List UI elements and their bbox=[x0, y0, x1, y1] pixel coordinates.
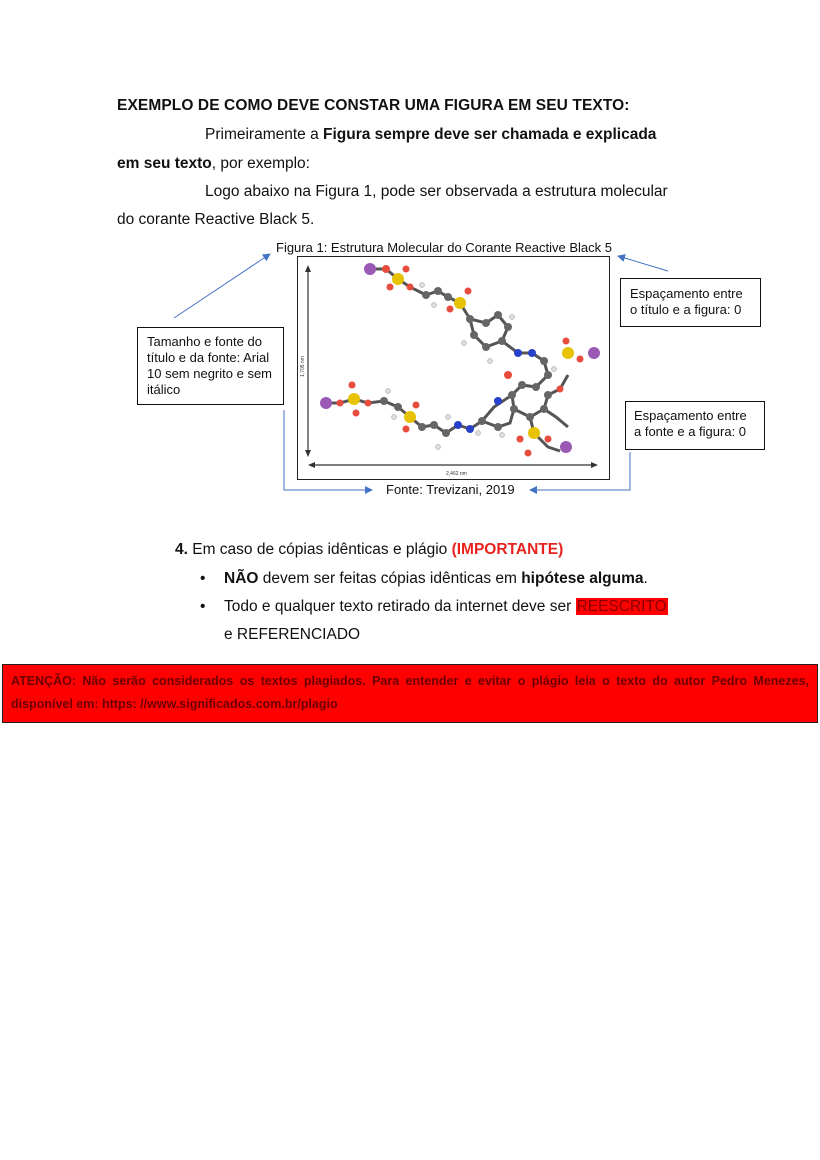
figure-title: Figura 1: Estrutura Molecular do Corante Reactive Black 5 bbox=[276, 240, 612, 255]
bullet-1-bold: NÃO bbox=[224, 570, 259, 587]
bullet-item-1 bbox=[224, 570, 648, 588]
intro-plain-2: , por exemplo: bbox=[211, 155, 310, 172]
dim-vertical-label: 1,705 nm bbox=[300, 356, 306, 377]
example-line-2: do corante Reactive Black 5. bbox=[117, 211, 315, 228]
molecule-image bbox=[298, 257, 609, 479]
arrow-to-title bbox=[174, 254, 270, 318]
intro-bold-2: em seu texto bbox=[117, 155, 212, 172]
note-title-spacing: Espaçamento entre o título e a figura: 0 bbox=[620, 278, 761, 327]
important-label: (IMPORTANTE) bbox=[451, 541, 564, 558]
bullet-item-2 bbox=[224, 598, 668, 616]
note-font-size: Tamanho e fonte do título e da fonte: Arial 10 sem negrito e sem itálico bbox=[137, 327, 284, 405]
bullet-item-2-line-2: e REFERENCIADO bbox=[224, 626, 361, 643]
intro-line-1 bbox=[205, 126, 656, 144]
arrow-from-spacing bbox=[618, 256, 668, 271]
bullet-dot-2: • bbox=[200, 598, 206, 615]
bullet-2-text: Todo e qualquer texto retirado da internet deve ser bbox=[224, 598, 576, 615]
bullet-1-end: . bbox=[643, 570, 648, 587]
figure-source: Fonte: Trevizani, 2019 bbox=[386, 482, 515, 497]
intro-bold: Figura sempre deve ser chamada e explicada bbox=[323, 126, 657, 143]
bullet-dot-1: • bbox=[200, 570, 206, 587]
intro-line-2 bbox=[117, 155, 310, 173]
molecule-figure bbox=[297, 256, 610, 480]
example-line-1: Logo abaixo na Figura 1, pode ser observada a estrutura molecular bbox=[205, 183, 668, 200]
section-number: 4. bbox=[175, 541, 188, 558]
page-heading: EXEMPLO DE COMO DEVE CONSTAR UMA FIGURA EM SEU TEXTO: bbox=[117, 97, 630, 114]
bullet-1-bold-2: hipótese alguma bbox=[521, 570, 644, 587]
highlight-reescrito: REESCRITO bbox=[576, 598, 667, 615]
plagiarism-alert-box: ATENÇÃO: Não serão considerados os textos plagiados. Para entender e evitar o plágio leia o texto do autor Pedro Menezes, disponível em: https: //www.significados.com.br/plagio bbox=[2, 664, 818, 723]
section-4-heading bbox=[175, 541, 563, 559]
note-source-spacing: Espaçamento entre a fonte e a figura: 0 bbox=[625, 401, 765, 450]
section-title: Em caso de cópias idênticas e plágio bbox=[187, 541, 452, 558]
bullet-1-text: devem ser feitas cópias idênticas em bbox=[258, 570, 522, 587]
intro-plain: Primeiramente a bbox=[205, 126, 324, 143]
dim-horizontal-label: 2,462 nm bbox=[446, 471, 467, 477]
